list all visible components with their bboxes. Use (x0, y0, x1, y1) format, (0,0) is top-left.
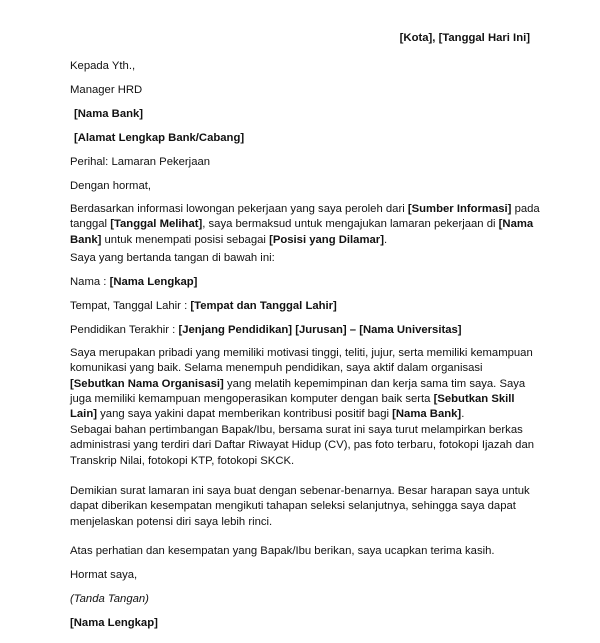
place-date: [Kota], [Tanggal Hari Ini] (399, 32, 530, 44)
paragraph-thanks: Atas perhatian dan kesempatan yang Bapak/Ibu berikan, saya ucapkan terima kasih. (70, 545, 495, 557)
subject-line: Perihal: Lamaran Pekerjaan (70, 156, 211, 168)
recipient-salutation: Kepada Yth., (70, 60, 136, 72)
signature-placeholder: (Tanda Tangan) (70, 593, 149, 605)
identity-name: Nama : [Nama Lengkap] (70, 276, 198, 288)
signer-name: [Nama Lengkap] (70, 617, 158, 629)
greeting: Dengan hormat, (70, 180, 152, 192)
closing-salutation: Hormat saya, (70, 569, 138, 581)
recipient-position: Manager HRD (70, 84, 143, 96)
recipient-bank-name: [Nama Bank] (74, 108, 144, 120)
recipient-bank-address: [Alamat Lengkap Bank/Cabang] (74, 132, 245, 144)
identity-birth: Tempat, Tanggal Lahir : [Tempat dan Tanggal Lahir] (70, 300, 337, 312)
paragraph-self-description: Saya merupakan pribadi yang memiliki motivasi tinggi, teliti, jujur, serta memiliki kemampuan komunikasi yang baik. Selama menempuh pendidikan, saya aktif dalam organisasi [Sebutkan Nama Organisasi] yang melatih kepemimpinan dan kerja sama tim saya. Saya juga memiliki kemampuan mengoperasikan komputer dengan baik serta [Sebutkan Skill Lain] yang saya yakini dapat memberikan kontribusi positif bagi [Nama Bank]. (70, 347, 533, 421)
paragraph-application-intent: Berdasarkan informasi lowongan pekerjaan yang saya peroleh dari [Sumber Informasi] pada tanggal [Tanggal Melihat], saya bermaksud untuk mengajukan lamaran pekerjaan di [Nama Bank] untuk menempati posisi sebagai [Posisi yang Dilamar]. (70, 203, 540, 246)
identity-intro: Saya yang bertanda tangan di bawah ini: (70, 252, 275, 264)
identity-education: Pendidikan Terakhir : [Jenjang Pendidikan] [Jurusan] – [Nama Universitas] (70, 324, 462, 336)
paragraph-closing-statement: Demikian surat lamaran ini saya buat dengan sebenar-benarnya. Besar harapan saya untuk dapat diberikan kesempatan mengikuti tahapan seleksi selanjutnya, sehingga saya dapat menjelaskan potensi diri saya lebih rinci. (70, 485, 530, 528)
paragraph-attachments: Sebagai bahan pertimbangan Bapak/Ibu, bersama surat ini saya turut melampirkan berkas administrasi yang terdiri dari Daftar Riwayat Hidup (CV), pas foto terbaru, fotokopi Ijazah dan Transkrip Nilai, fotokopi KTP, fotokopi SKCK. (70, 424, 535, 467)
